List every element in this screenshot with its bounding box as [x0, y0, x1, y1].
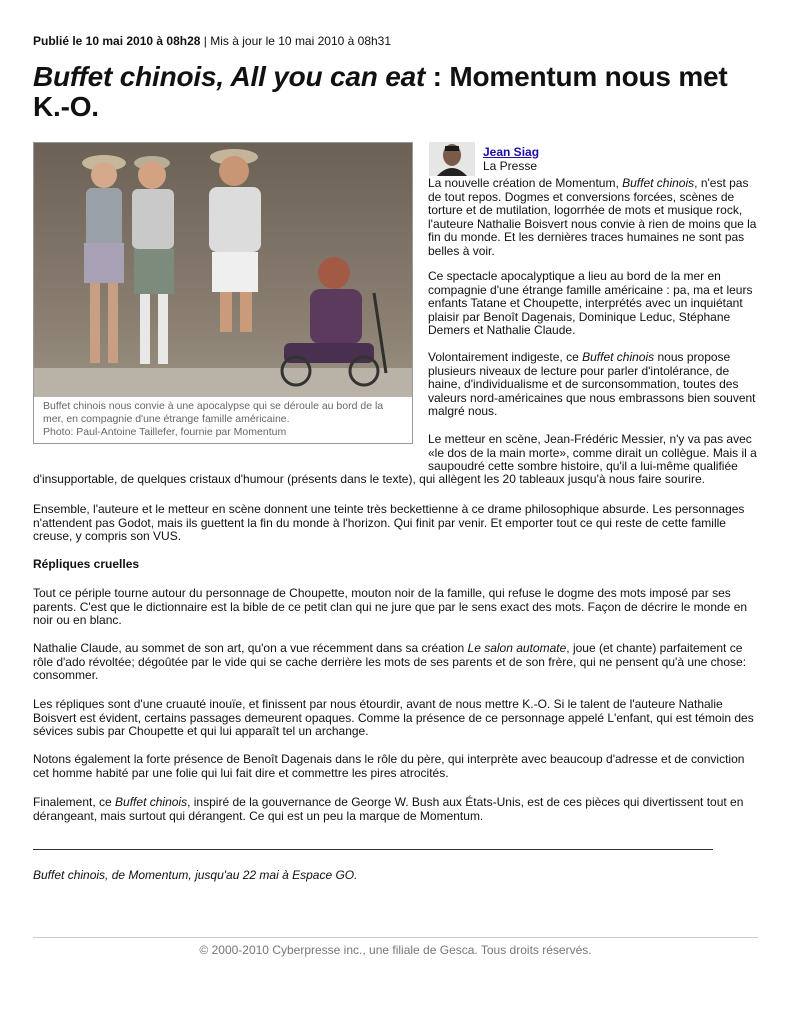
article-end-divider [33, 849, 713, 850]
p10-text-a: Finalement, ce [33, 795, 116, 809]
p3-text-a: Volontairement indigeste, ce [428, 350, 583, 364]
p7-work-title: Le salon automate [467, 641, 567, 655]
title-play-name: Buffet chinois, All you can eat [33, 61, 426, 92]
p1-text-b: , n'est pas de tout repos. Dogmes et conversions forcées, scènes de torture et de mutilation, logorrhée de mots et musique rock, l'auteure Nathalie Boisvert nous convie à rien de moins que la fin du monde. Et les dernières traces humaines ne sont pas belles à voir. [428, 176, 757, 258]
paragraph-2: Ce spectacle apocalyptique a lieu au bord de la mer en compagnie d'une étrange famille américaine : pa, ma et leurs enfants Tatane et Choupette, interprétés avec un inquiétant plaisir par Benoît Dagenais, Dominique Leduc, Stéphane Demers et Nathalie Claude. [428, 269, 753, 337]
p3-text-b: nous propose plusieurs niveaux de lecture pour parler d'intolérance, de haine, d'individualisme et de surconsommation, toutes des valeurs nord-américaines que nous embrassons bien souvent malgré nous. [428, 350, 756, 418]
paragraph-4-wrap: Le metteur en scène, Jean-Frédéric Messier, n'y va pas avec «le dos de la main morte», comme dirait un collègue. Mais il a saupoudré cette sombre histoire, qu'il a lui-même qualifiée [428, 432, 757, 473]
article-figure [33, 142, 413, 444]
paragraph-4-continued: d'insupportable, de quelques cristaux d'humour (présents dans le texte), qui allègent les 20 tableaux jusqu'à nous faire sourire. [33, 472, 705, 486]
p10-play-name: Buffet chinois [115, 795, 188, 809]
p10-text-b: , inspiré de la gouvernance de George W. Bush aux États-Unis, est de ces pièces qui divertissent tout en dérangeant, mais surtout qui dérangent. Ce qui est un peu la marque de Momentum. [33, 795, 744, 823]
paragraph-5: Ensemble, l'auteure et le metteur en scène donnent une teinte très beckettienne à ce drame philosophique absurde. Les personnages n'attendent pas Godot, mais ils guettent la fin du monde à l'horizon. Qui finit par venir. Et emporter tout ce qui reste de cette famille creuse, y compris son VUS. [33, 502, 745, 543]
paragraph-9: Notons également la forte présence de Benoît Dagenais dans le rôle du père, qui interprète avec beaucoup d'adresse et de conviction cet homme habité par une folie qui lui fait dire et commettre les pires atrocités. [33, 752, 745, 780]
paragraph-3 [428, 351, 763, 419]
author-organization: La Presse [483, 159, 538, 173]
paragraph-6: Tout ce périple tourne autour du personnage de Choupette, mouton noir de la famille, qui refuse le dogme des mots imposé par ses parents. C'est que le dictionnaire est la bible de ce petit clan qui ne jure que par le sens exact des mots. Façon de décrire le monde en noir ou en blanc. [33, 586, 748, 627]
dateline [33, 34, 391, 48]
footer-divider [33, 937, 758, 938]
p7-text-a: Nathalie Claude, au sommet de son art, qu'on a vue récemment dans sa création [33, 641, 468, 655]
article-title [33, 62, 758, 122]
p3-play-name: Buffet chinois [582, 350, 655, 364]
paragraph-7 [33, 642, 758, 683]
dateline-separator: | [200, 34, 211, 48]
p7-text-b: , joue (et chante) parfaitement ce rôle d'ado révoltée; dégoûtée par le vide qui se cache derrière les mots de ses parents et de son frère, qui ne pensent qu'à une chose: consommer. [33, 641, 747, 682]
p1-play-name: Buffet chinois [622, 176, 695, 190]
show-info-footnote: Buffet chinois, de Momentum, jusqu'au 22 mai à Espace GO. [33, 868, 358, 882]
photo-credit: Photo: Paul-Antoine Taillefer, fournie par Momentum [43, 426, 287, 438]
copyright-footer: © 2000-2010 Cyberpresse inc., une filiale de Gesca. Tous droits réservés. [199, 943, 592, 957]
paragraph-1 [428, 177, 763, 258]
section-subheading: Répliques cruelles [33, 557, 140, 571]
caption-text: Buffet chinois nous convie à une apocalypse qui se déroule au bord de la mer, en compagnie d'une étrange famille américaine. [43, 400, 384, 425]
paragraph-10 [33, 796, 758, 823]
author-avatar [429, 142, 475, 176]
photo-caption [43, 400, 405, 439]
updated-date: Mis à jour le 10 mai 2010 à 08h31 [210, 34, 392, 48]
stage-photo [34, 143, 412, 397]
title-rest: : Momentum nous met K.-O. [33, 61, 728, 122]
author-link[interactable]: Jean Siag [483, 145, 540, 159]
published-date: Publié le 10 mai 2010 à 08h28 [33, 34, 201, 48]
p1-text-a: La nouvelle création de Momentum, [428, 176, 623, 190]
paragraph-8: Les répliques sont d'une cruauté inouïe, et finissent par nous étourdir, avant de nous mettre K.-O. Si le talent de l'auteure Nathalie Boisvert est évident, certains passages demeurent opaques. Comme la présence de ce personnage appelé L'enfant, qui est témoin des sévices subis par Choupette et qui lui apparaît tel un archange. [33, 697, 754, 738]
